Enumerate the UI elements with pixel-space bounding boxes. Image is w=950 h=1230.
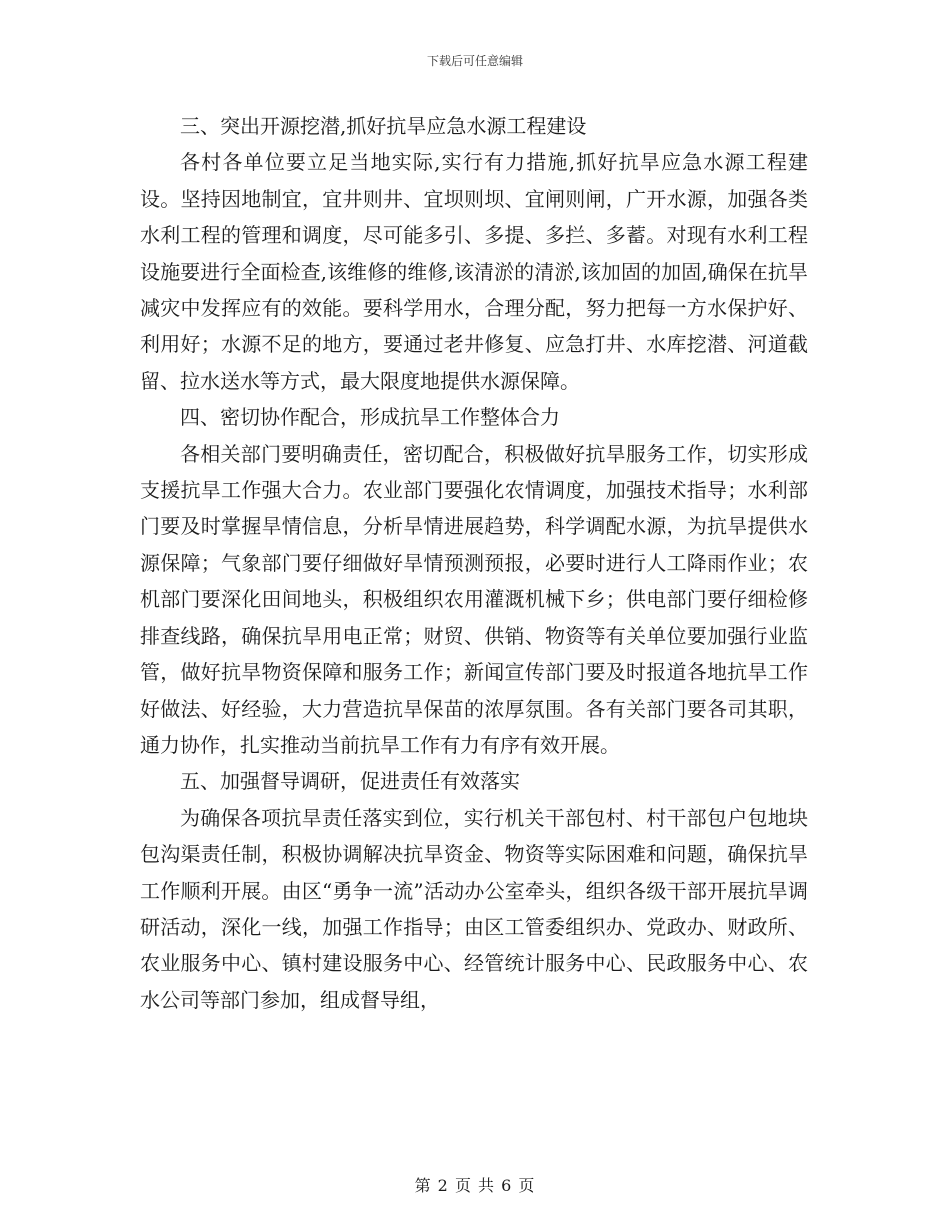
section-heading-4: 四、密切协作配合，形成抗旱工作整体合力 bbox=[180, 405, 560, 430]
page-header: 下载后可任意编辑 bbox=[426, 54, 523, 68]
paragraph-3: 各村各单位要立足当地实际,实行有力措施,抓好抗旱应急水源工程建设。坚持因地制宜，宜井则井、宜坝则坝、宜闸则闸，广开水源，加强各类水利工程的管理和调度，尽可能多引、多提、多拦、多蓄。对现有水利工程设施要进行全面检查,该维修的维修,该清淤的清淤,该加固的加固,确保在抗旱减灾中发挥应有的效能。要科学用水，合理分配，努力把每一方水保护好、利用好；水源不足的地方，要通过老井修复、应急打井、水库挖潜、河道截留、拉水送水等方式，最大限度地提供水源保障。 bbox=[140, 150, 808, 393]
paragraph-5: 为确保各项抗旱责任落实到位，实行机关干部包村、村干部包户包地块包沟渠责任制，积极协调解决抗旱资金、物资等实际困难和问题，确保抗旱工作顺利开展。由区“勇争一流”活动办公室牵头，组织各级干部开展抗旱调研活动，深化一线，加强工作指导；由区工管委组织办、党政办、财政所、农业服务中心、镇村建设服务中心、经管统计服务中心、民政服务中心、农水公司等部门参加，组成督导组， bbox=[140, 805, 808, 1012]
section-heading-3: 三、突出开源挖潜,抓好抗旱应急水源工程建设 bbox=[180, 114, 587, 138]
document-body bbox=[140, 108, 808, 1018]
section-heading-5: 五、加强督导调研，促进责任有效落实 bbox=[180, 769, 520, 794]
page-footer: 第 2 页 共 6 页 bbox=[414, 1176, 536, 1195]
paragraph-4: 各相关部门要明确责任，密切配合，积极做好抗旱服务工作，切实形成支援抗旱工作强大合力。农业部门要强化农情调度，加强技术指导；水利部门要及时掌握旱情信息，分析旱情进展趋势，科学调配水源，为抗旱提供水源保障；气象部门要仔细做好旱情预测预报，必要时进行人工降雨作业；农机部门要深化田间地头，积极组织农用灌溉机械下乡；供电部门要仔细检修排查线路，确保抗旱用电正常；财贸、供销、物资等有关单位要加强行业监管，做好抗旱物资保障和服务工作；新闻宣传部门要及时报道各地抗旱工作好做法、好经验，大力营造抗旱保苗的浓厚氛围。各有关部门要各司其职，通力协作，扎实推动当前抗旱工作有力有序有效开展。 bbox=[140, 441, 808, 757]
